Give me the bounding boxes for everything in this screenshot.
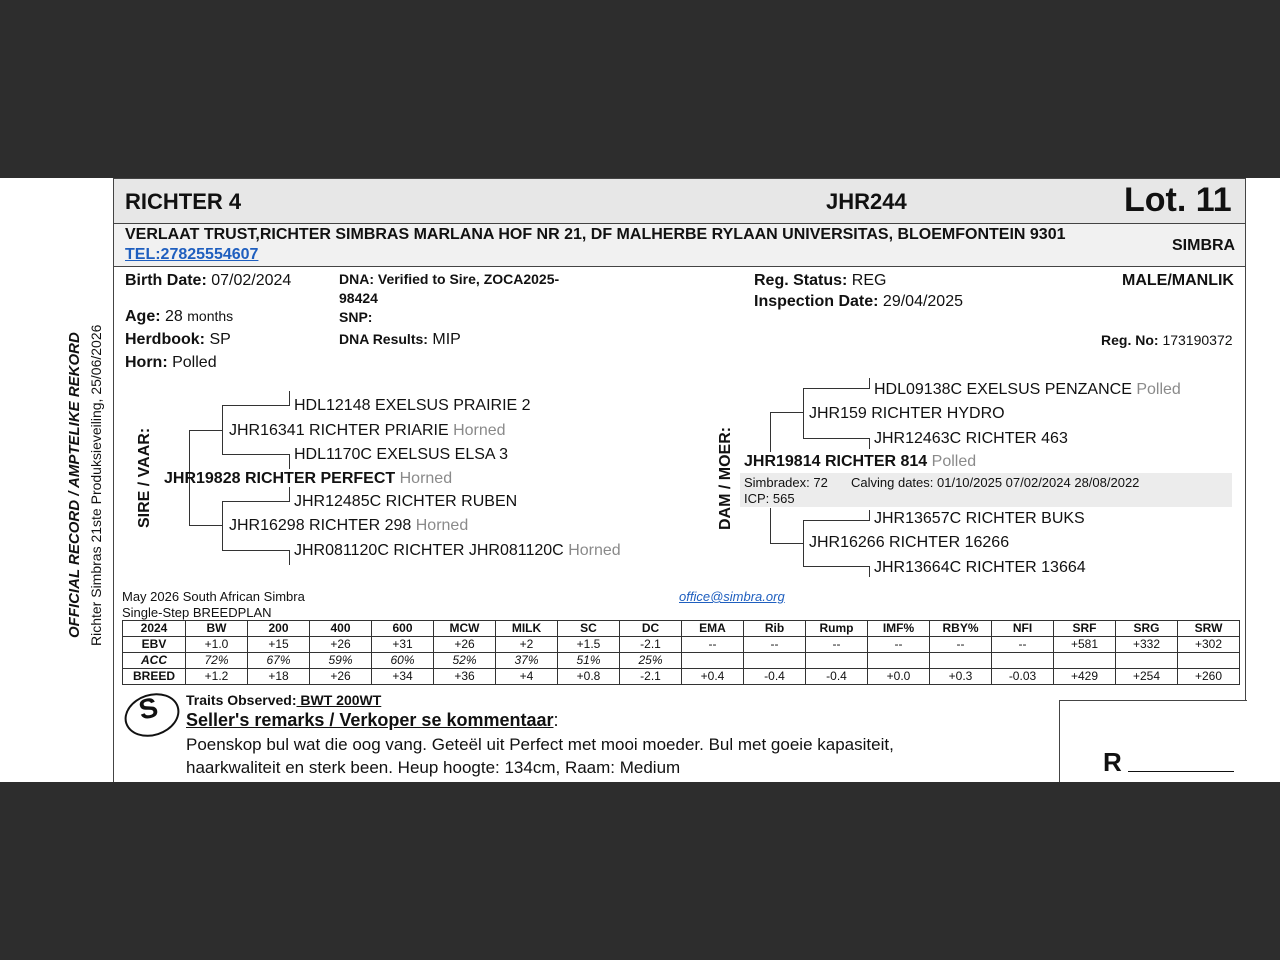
- ebv-header-cell: SRG: [1116, 621, 1178, 637]
- remarks-title: Seller's remarks / Verkoper se kommentaar:: [186, 710, 559, 730]
- horn-status: Horn: Polled: [125, 354, 217, 371]
- pedigree-line: [869, 378, 870, 389]
- ebv-cell: +26: [434, 637, 496, 653]
- ebv-header-cell: Rump: [806, 621, 868, 637]
- ebv-header-cell: SC: [558, 621, 620, 637]
- pedigree-line: [770, 412, 803, 413]
- breedplan-type: Single-Step BREEDPLAN: [122, 605, 272, 620]
- dam-sire-sire: HDL09138C EXELSUS PENZANCE Polled: [874, 381, 1181, 398]
- breed-label: SIMBRA: [1172, 237, 1236, 254]
- official-record-label: OFFICIAL RECORD / AMPTELIKE REKORD: [66, 332, 83, 638]
- ebv-header-cell: MCW: [434, 621, 496, 637]
- pedigree-line: [222, 550, 289, 551]
- sire-sire-dam: HDL1170C EXELSUS ELSA 3: [294, 446, 509, 463]
- ebv-cell: +332: [1116, 637, 1178, 653]
- dam-sire: JHR159 RICHTER HYDRO: [809, 405, 1005, 422]
- ebv-cell: 37%: [496, 653, 558, 669]
- age: Age: 28 months: [125, 308, 234, 325]
- ebv-cell: 51%: [558, 653, 620, 669]
- reg-number: Reg. No: 173190372: [1101, 332, 1233, 348]
- ebv-cell: --: [930, 637, 992, 653]
- lot-card: [113, 178, 1246, 782]
- pedigree-line: [222, 405, 289, 406]
- ebv-cell: [744, 653, 806, 669]
- ebv-cell: 59%: [310, 653, 372, 669]
- owner-address: VERLAAT TRUST,RICHTER SIMBRAS MARLANA HOF NR 21, DF MALHERBE RYLAAN UNIVERSITAS, BLOEMFONTEIN 9301: [125, 226, 1066, 243]
- pedigree-line: [222, 454, 289, 455]
- pedigree-line: [289, 454, 290, 469]
- ebv-cell: +0.8: [558, 669, 620, 685]
- ebv-cell: +429: [1054, 669, 1116, 685]
- simbradex: Simbradex: 72: [744, 475, 828, 490]
- auction-name-label: Richter Simbras 21ste Produksieveiling, 25/06/2026: [88, 324, 104, 646]
- ebv-cell: +0.3: [930, 669, 992, 685]
- ebv-row-ebv: [123, 637, 1240, 653]
- ebv-cell: +0.0: [868, 669, 930, 685]
- ebv-header-cell: Rib: [744, 621, 806, 637]
- ebv-row-label: ACC: [123, 653, 186, 669]
- pedigree-line: [803, 388, 804, 438]
- ebv-row-acc: [123, 653, 1240, 669]
- ebv-cell: 67%: [248, 653, 310, 669]
- pedigree-line: [803, 566, 869, 567]
- pedigree-line: [770, 543, 803, 544]
- ebv-cell: +34: [372, 669, 434, 685]
- ebv-cell: +18: [248, 669, 310, 685]
- ebv-header-cell: IMF%: [868, 621, 930, 637]
- auction-record-sheet: [0, 178, 1280, 782]
- price-currency-label: R: [1103, 747, 1122, 777]
- inspection-date: Inspection Date: 29/04/2025: [754, 293, 963, 310]
- ebv-cell: 52%: [434, 653, 496, 669]
- ebv-header-cell: 400: [310, 621, 372, 637]
- dna-results: DNA Results: MIP: [339, 331, 461, 348]
- owner-section: [114, 224, 1245, 267]
- ebv-cell: --: [992, 637, 1054, 653]
- sire-dam-sire: JHR12485C RICHTER RUBEN: [294, 493, 518, 510]
- ebv-cell: +2: [496, 637, 558, 653]
- ebv-cell: [1178, 653, 1240, 669]
- reg-status: Reg. Status: REG: [754, 272, 887, 289]
- dam-sire-dam: JHR12463C RICHTER 463: [874, 430, 1068, 447]
- ebv-cell: --: [868, 637, 930, 653]
- ebv-cell: +1.2: [186, 669, 248, 685]
- dna-verification-id: 98424: [339, 290, 378, 306]
- pedigree-line: [869, 438, 870, 449]
- ebv-cell: +26: [310, 669, 372, 685]
- ebv-cell: +302: [1178, 637, 1240, 653]
- ebv-cell: 25%: [620, 653, 682, 669]
- ebv-row-label: EBV: [123, 637, 186, 653]
- ebv-row-label: BREED: [123, 669, 186, 685]
- ebv-cell: --: [682, 637, 744, 653]
- ebv-cell: +4: [496, 669, 558, 685]
- pedigree-line: [803, 438, 869, 439]
- animal-id: JHR244: [826, 189, 907, 214]
- ebv-cell: --: [744, 637, 806, 653]
- ebv-header-cell: RBY%: [930, 621, 992, 637]
- seller-stamp-letter: S: [135, 691, 161, 726]
- sire-sire: JHR16341 RICHTER PRIARIE Horned: [229, 422, 506, 439]
- ebv-cell: +0.4: [682, 669, 744, 685]
- pedigree-line: [289, 550, 290, 565]
- ebv-header-cell: SRW: [1178, 621, 1240, 637]
- ebv-header-row: [123, 621, 1240, 637]
- pedigree-line: [222, 405, 223, 454]
- pedigree-line: [770, 412, 771, 452]
- ebv-cell: +254: [1116, 669, 1178, 685]
- dam: JHR19814 RICHTER 814 Polled: [744, 453, 977, 470]
- ebv-cell: [806, 653, 868, 669]
- ebv-header-cell: 600: [372, 621, 434, 637]
- ebv-cell: -0.4: [744, 669, 806, 685]
- sex-label: MALE/MANLIK: [1122, 272, 1234, 289]
- ebv-header-cell: MILK: [496, 621, 558, 637]
- sire-label: SIRE / VAAR:: [136, 427, 153, 528]
- ebv-header-cell: BW: [186, 621, 248, 637]
- pedigree-line: [289, 391, 290, 406]
- birth-date: Birth Date: 07/02/2024: [125, 272, 292, 289]
- ebv-cell: +26: [310, 637, 372, 653]
- ebv-row-breed: [123, 669, 1240, 685]
- pedigree-line: [803, 388, 869, 389]
- pedigree-line: [222, 501, 223, 550]
- pedigree-line: [869, 566, 870, 577]
- pedigree-line: [189, 430, 222, 431]
- dam-dam: JHR16266 RICHTER 16266: [809, 534, 1010, 551]
- ebv-cell: +581: [1054, 637, 1116, 653]
- snp-label: SNP:: [339, 309, 373, 325]
- sire-sire-sire: HDL12148 EXELSUS PRAIRIE 2: [294, 397, 531, 414]
- pedigree-line: [803, 520, 804, 566]
- ebv-cell: -0.03: [992, 669, 1054, 685]
- calving-dates: Calving dates: 01/10/2025 07/02/2024 28/08/2022: [851, 475, 1140, 490]
- ebv-cell: [930, 653, 992, 669]
- ebv-header-cell: EMA: [682, 621, 744, 637]
- ebv-cell: [868, 653, 930, 669]
- ebv-cell: +1.5: [558, 637, 620, 653]
- ebv-cell: +1.0: [186, 637, 248, 653]
- sire: JHR19828 RICHTER PERFECT Horned: [164, 470, 453, 487]
- ebv-header-cell: 200: [248, 621, 310, 637]
- ebv-cell: -2.1: [620, 669, 682, 685]
- remarks-line-1: Poenskop bul wat die oog vang. Geteël uit Perfect met mooi moeder. Bul met goeie kapasiteit,: [186, 735, 894, 754]
- ebv-cell: [682, 653, 744, 669]
- pedigree-line: [803, 520, 869, 521]
- traits-observed: Traits Observed: BWT 200WT: [186, 692, 382, 708]
- price-entry-line[interactable]: [1128, 771, 1234, 772]
- owner-tel-link[interactable]: TEL:27825554607: [125, 246, 259, 263]
- ebv-cell: [1116, 653, 1178, 669]
- ebv-cell: --: [806, 637, 868, 653]
- ebv-cell: -0.4: [806, 669, 868, 685]
- ebv-cell: [992, 653, 1054, 669]
- breedplan-email-link[interactable]: office@simbra.org: [679, 589, 785, 604]
- ebv-cell: [1054, 653, 1116, 669]
- ebv-cell: -2.1: [620, 637, 682, 653]
- ebv-cell: +260: [1178, 669, 1240, 685]
- icp-value: ICP: 565: [744, 491, 795, 506]
- ebv-cell: +36: [434, 669, 496, 685]
- ebv-table: [122, 620, 1240, 685]
- ebv-header-cell: SRF: [1054, 621, 1116, 637]
- animal-name: RICHTER 4: [125, 189, 242, 214]
- lot-header: [114, 178, 1245, 224]
- price-box: [1059, 700, 1247, 782]
- dam-dam-dam: JHR13664C RICHTER 13664: [874, 559, 1086, 576]
- ebv-cell: 60%: [372, 653, 434, 669]
- ebv-header-cell: 2024: [123, 621, 186, 637]
- pedigree-line: [869, 510, 870, 521]
- breedplan-source: May 2026 South African Simbra: [122, 589, 305, 604]
- sire-dam: JHR16298 RICHTER 298 Horned: [229, 517, 469, 534]
- ebv-header-cell: NFI: [992, 621, 1054, 637]
- sire-dam-dam: JHR081120C RICHTER JHR081120C Horned: [294, 542, 621, 559]
- remarks-line-2: haarkwaliteit en sterk been. Heup hoogte: 134cm, Raam: Medium: [186, 758, 681, 777]
- pedigree-line: [222, 501, 289, 502]
- pedigree-line: [289, 487, 290, 502]
- pedigree-line: [770, 508, 771, 544]
- ebv-cell: 72%: [186, 653, 248, 669]
- ebv-cell: +31: [372, 637, 434, 653]
- pedigree-line: [189, 525, 222, 526]
- dam-label: DAM / MOER:: [717, 426, 734, 530]
- dna-verification: DNA: Verified to Sire, ZOCA2025-: [339, 271, 560, 287]
- ebv-header-cell: DC: [620, 621, 682, 637]
- dam-dam-sire: JHR13657C RICHTER BUKS: [874, 510, 1085, 527]
- herdbook: Herdbook: SP: [125, 331, 231, 348]
- lot-number: Lot. 11: [1124, 181, 1232, 219]
- ebv-cell: +15: [248, 637, 310, 653]
